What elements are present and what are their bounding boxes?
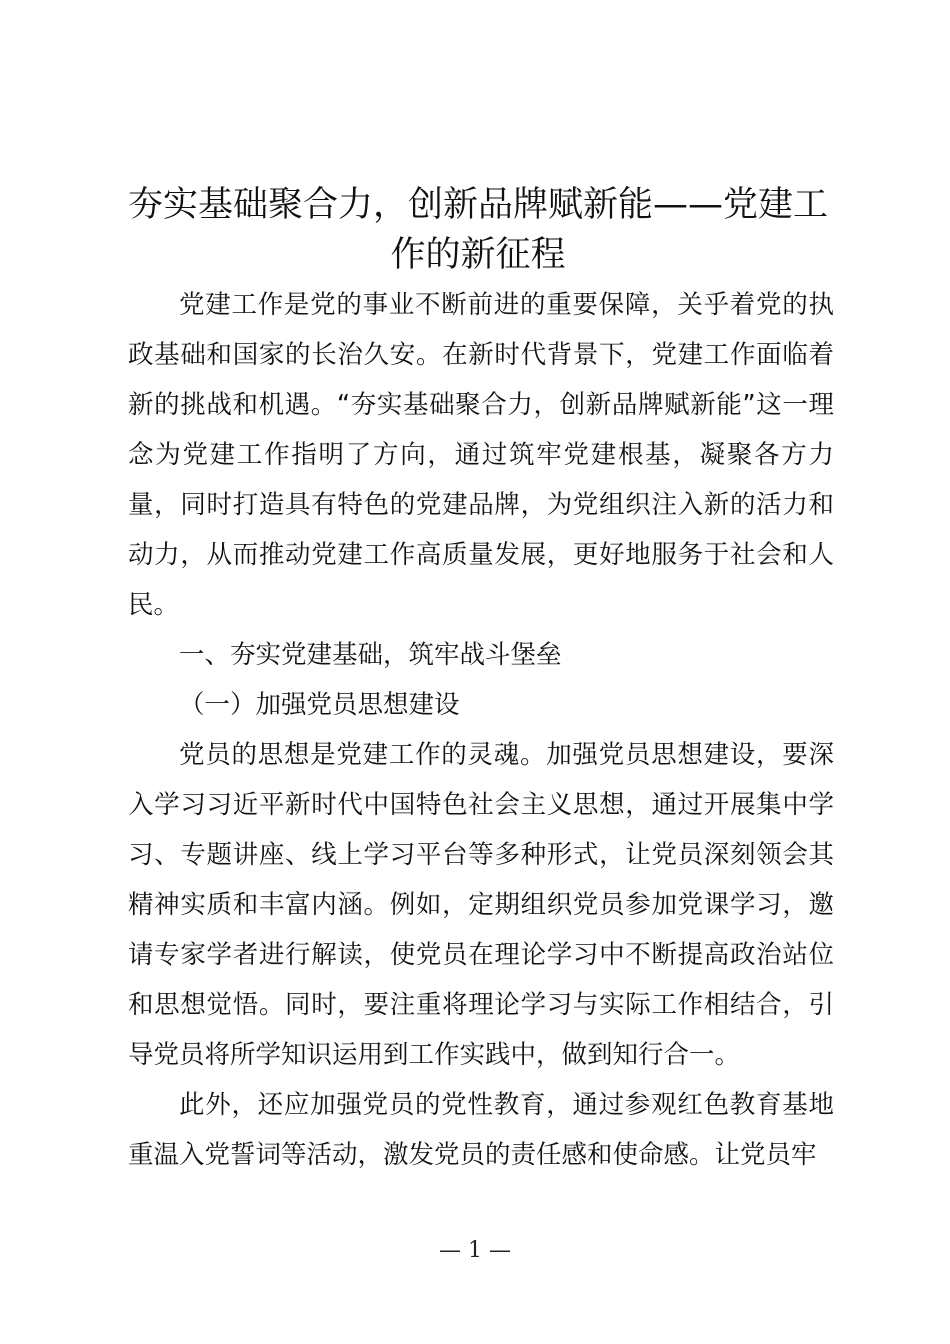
paragraph-party-spirit: 此外，还应加强党员的党性教育，通过参观红色教育基地重温入党誓词等活动，激发党员的责任感和使命感。让党员牢 <box>128 1090 834 1170</box>
document-title: 夯实基础聚合力，创新品牌赋新能——党建工作的新征程 <box>127 185 828 275</box>
subsection-heading: （一）加强党员思想建设 <box>179 690 460 720</box>
page-number: — 1 — <box>439 1238 511 1263</box>
document-body <box>128 280 834 1180</box>
paragraph-thought-building: 党员的思想是党建工作的灵魂。加强党员思想建设，要深入学习习近平新时代中国特色社会主义思想，通过开展集中学习、专题讲座、线上学习平台等多种形式，让党员深刻领会其精神实质和丰富内涵。例如，定期组织党员参加党课学习，邀请专家学者进行解读，使党员在理论学习中不断提高政治站位和思想觉悟。同时，要注重将理论学习与实际工作相结合，引导党员将所学知识运用到工作实践中，做到知行合一。 <box>128 740 834 1070</box>
section-heading: 一、夯实党建基础，筑牢战斗堡垒 <box>179 640 562 670</box>
paragraph-intro: 党建工作是党的事业不断前进的重要保障，关乎着党的执政基础和国家的长治久安。在新时代背景下，党建工作面临着新的挑战和机遇。“夯实基础聚合力，创新品牌赋新能”这一理念为党建工作指明了方向，通过筑牢党建根基，凝聚各方力量，同时打造具有特色的党建品牌，为党组织注入新的活力和动力，从而推动党建工作高质量发展，更好地服务于社会和人民。 <box>128 290 834 620</box>
